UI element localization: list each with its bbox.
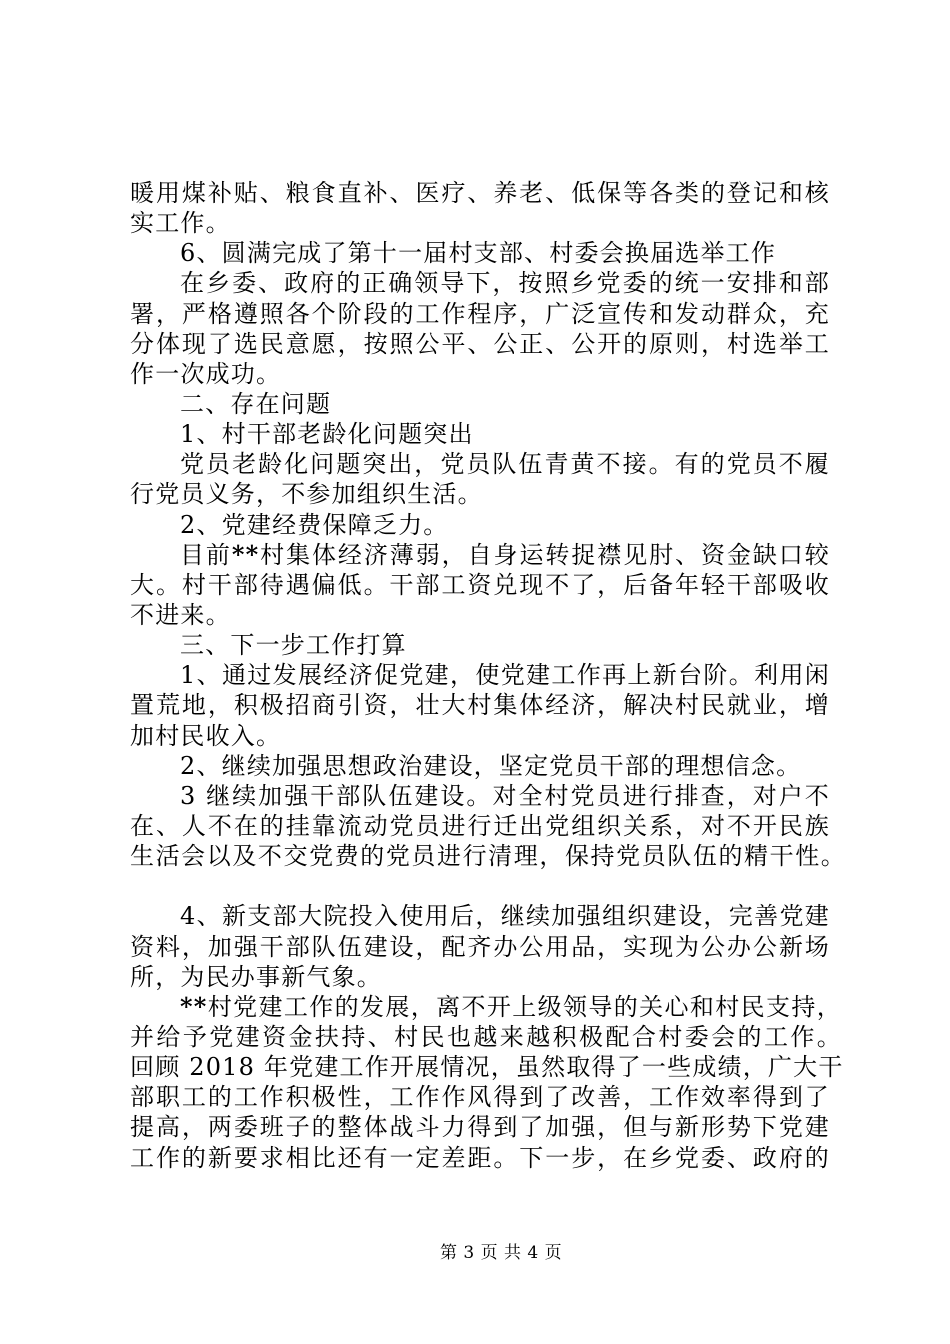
text-line: 1、通过发展经济促党建，使党建工作再上新台阶。利用闲 bbox=[180, 661, 830, 690]
text-line: 在乡委、政府的正确领导下，按照乡党委的统一安排和部 bbox=[180, 269, 830, 298]
text-line: 资料，加强干部队伍建设，配齐办公用品，实现为公办公新场 bbox=[130, 932, 830, 961]
text-line: 提高，两委班子的整体战斗力得到了加强，但与新形势下党建 bbox=[130, 1113, 830, 1142]
text-line: 行党员义务，不参加组织生活。 bbox=[130, 480, 483, 509]
text-line: 置荒地，积极招商引资，壮大村集体经济，解决村民就业，增 bbox=[130, 691, 830, 720]
section-heading: 三、下一步工作打算 bbox=[180, 631, 407, 660]
section-heading: 6、圆满完成了第十一届村支部、村委会换届选举工作 bbox=[180, 239, 777, 268]
redacted-name-mark: ** bbox=[180, 991, 208, 1021]
text-line: 2、继续加强思想政治建设，坚定党员干部的理想信念。 bbox=[180, 751, 802, 780]
text-line: 生活会以及不交党费的党员进行清理，保持党员队伍的精干性。 bbox=[130, 842, 846, 871]
blank-line bbox=[130, 871, 830, 901]
text-line: 加村民收入。 bbox=[130, 721, 282, 750]
text-line: 工作的新要求相比还有一定差距。下一步，在乡党委、政府的 bbox=[130, 1143, 830, 1172]
text-line: 并给予党建资金扶持、村民也越来越积极配合村委会的工作。 bbox=[130, 1022, 842, 1051]
text-line: 在、人不在的挂靠流动党员进行迁出党组织关系，对不开民族 bbox=[130, 811, 830, 840]
text-line: 目前**村集体经济薄弱，自身运转捉襟见肘、资金缺口较 bbox=[180, 539, 830, 569]
section-heading: 二、存在问题 bbox=[180, 389, 332, 418]
section-heading: 2、党建经费保障乏力。 bbox=[180, 510, 449, 539]
text-line: 暖用煤补贴、粮食直补、医疗、养老、低保等各类的登记和核 bbox=[130, 179, 830, 207]
text-line: 不进来。 bbox=[130, 600, 231, 629]
text-line: **村党建工作的发展，离不开上级领导的关心和村民支持， bbox=[180, 991, 842, 1021]
text-line: 回顾 2018 年党建工作开展情况，虽然取得了一些成绩，广大干 bbox=[130, 1053, 844, 1082]
text-line: 作一次成功。 bbox=[130, 359, 282, 388]
text-line: 署，严格遵照各个阶段的工作程序，广泛宣传和发动群众，充 bbox=[130, 299, 830, 328]
text-line: 大。村干部待遇偏低。干部工资兑现不了，后备年轻干部吸收 bbox=[130, 570, 830, 599]
document-body bbox=[130, 178, 846, 1173]
page-number-footer: 第 3 页 共 4 页 bbox=[440, 1243, 563, 1263]
redacted-name-mark: ** bbox=[231, 539, 260, 569]
text-line: 4、新支部大院投入使用后，继续加强组织建设，完善党建 bbox=[180, 902, 830, 931]
text-line: 实工作。 bbox=[130, 209, 231, 238]
text-line: 党员老龄化问题突出，党员队伍青黄不接。有的党员不履 bbox=[180, 450, 830, 479]
text-line: 部职工的工作积极性，工作作风得到了改善，工作效率得到了 bbox=[130, 1083, 830, 1112]
text-line: 分体现了选民意愿，按照公平、公正、公开的原则，村选举工 bbox=[130, 329, 830, 358]
text-line: 3 继续加强干部队伍建设。对全村党员进行排查，对户不 bbox=[180, 781, 830, 810]
section-heading: 1、村干部老龄化问题突出 bbox=[180, 420, 474, 449]
text-line: 所，为民办事新气象。 bbox=[130, 962, 382, 991]
